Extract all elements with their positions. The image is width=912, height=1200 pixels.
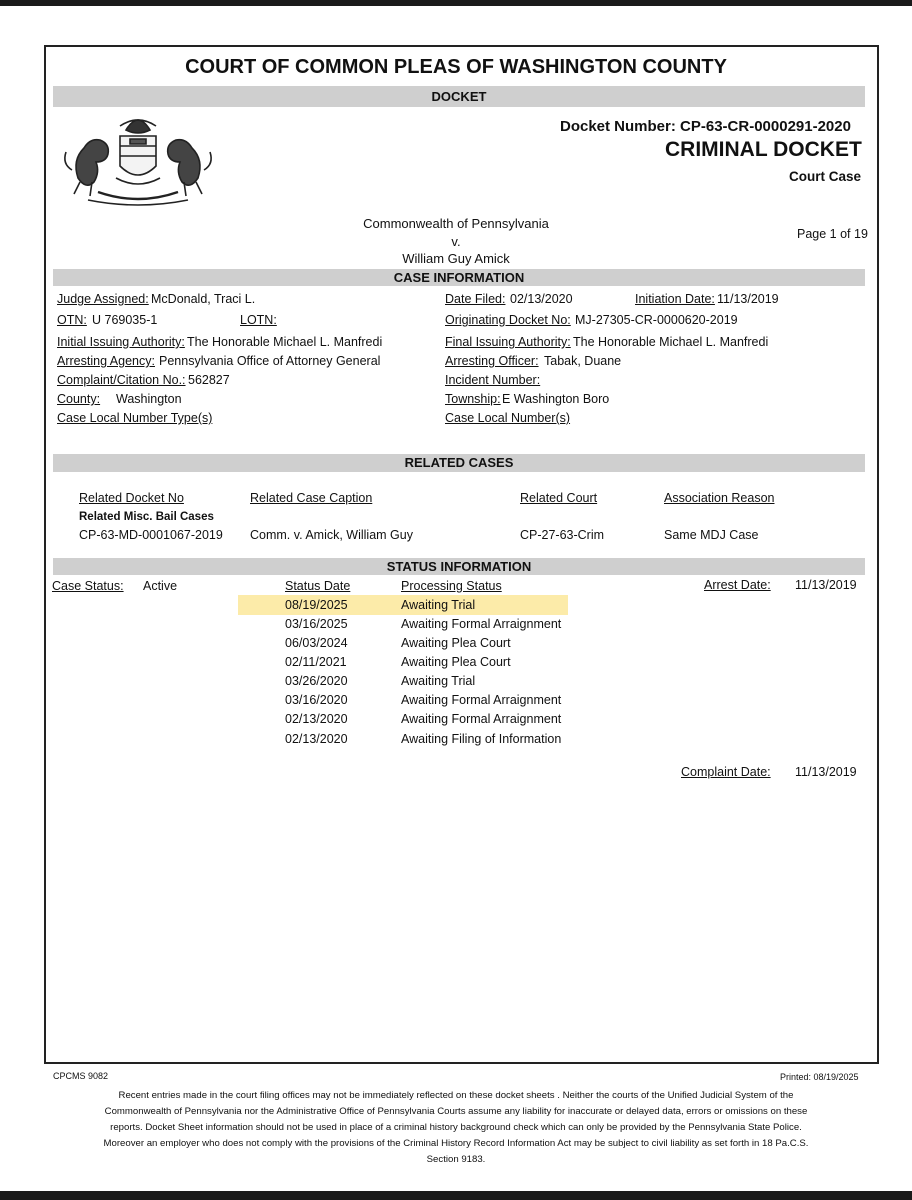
township-value: E Washington Boro [502, 392, 610, 406]
processing-status: Awaiting Plea Court [401, 655, 511, 669]
judge-label: Judge Assigned: [57, 292, 149, 306]
processing-status: Awaiting Trial [401, 674, 476, 688]
court-case-label: Court Case [789, 169, 862, 184]
arresting-agency-value: Pennsylvania Office of Attorney General [159, 354, 381, 368]
processing-status: Awaiting Formal Arraignment [401, 693, 562, 707]
originating-docket-label: Originating Docket No: [445, 313, 571, 327]
status-date: 02/13/2020 [285, 712, 348, 726]
processing-status: Awaiting Formal Arraignment [401, 712, 562, 726]
criminal-docket-title: CRIMINAL DOCKET [665, 138, 862, 161]
status-date: 03/16/2020 [285, 693, 348, 707]
status-information-bar: STATUS INFORMATION [53, 558, 865, 575]
final-authority-value: The Honorable Michael L. Manfredi [573, 335, 769, 349]
caption-plaintiff: Commonwealth of Pennsylvania [363, 216, 549, 231]
case-status-value: Active [143, 579, 178, 593]
status-date: 03/26/2020 [285, 674, 348, 688]
related-caption-value: Comm. v. Amick, William Guy [250, 528, 413, 542]
case-information-bar: CASE INFORMATION [53, 269, 865, 286]
date-filed-label: Date Filed: [445, 292, 506, 306]
related-cases-bar: RELATED CASES [53, 454, 865, 472]
court-title: COURT OF COMMON PLEAS OF WASHINGTON COUNTY [185, 56, 727, 78]
association-reason-col: Association Reason [664, 491, 775, 505]
processing-status-col: Processing Status [401, 579, 502, 593]
status-date: 02/13/2020 [285, 732, 348, 746]
incident-number-label: Incident Number: [445, 373, 541, 387]
township-label: Township: [445, 392, 501, 406]
pennsylvania-coat-of-arms-icon [58, 108, 218, 213]
originating-docket-value: MJ-27305-CR-0000620-2019 [575, 313, 738, 327]
case-local-number-label: Case Local Number(s) [445, 411, 571, 425]
status-date: 03/16/2025 [285, 617, 348, 631]
initiation-date-value: 11/13/2019 [717, 292, 779, 306]
arresting-agency-label: Arresting Agency: [57, 354, 155, 368]
related-court-value: CP-27-63-Crim [520, 528, 605, 542]
initial-authority-label: Initial Issuing Authority: [57, 335, 185, 349]
processing-status: Awaiting Trial [401, 598, 476, 612]
processing-status: Awaiting Formal Arraignment [401, 617, 562, 631]
related-docket-value: CP-63-MD-0001067-2019 [79, 528, 223, 542]
otn-value: U 769035-1 [92, 313, 158, 327]
top-edge [0, 0, 912, 6]
related-docket-col: Related Docket No [79, 491, 184, 505]
arrest-date-value: 11/13/2019 [795, 578, 857, 592]
final-authority-label: Final Issuing Authority: [445, 335, 571, 349]
status-date-col: Status Date [285, 579, 351, 593]
related-court-col: Related Court [520, 491, 598, 505]
processing-status: Awaiting Filing of Information [401, 732, 562, 746]
complaint-date-value: 11/13/2019 [795, 765, 857, 779]
disclaimer-text: Recent entries made in the court filing offices may not be immediately reflected on these docket sheets . Neither the courts of the Unified Judicial System of the Commonwealth of Pennsylvania nor the Administrative Office of Pennsylvania Courts assume any liability for inaccurate or delayed data, errors or omissions on these reports. Docket Sheet information should not be used in place of a criminal history background check which can only be provided by the Pennsylvania State Police. Moreover an employer who does not comply with the provisions of the Criminal History Record Information Act may be subject to civil liability as set forth in 18 Pa.C.S. Section 9183. [103, 1090, 809, 1165]
association-reason-value: Same MDJ Case [664, 528, 759, 542]
printed-date: Printed: 08/19/2025 [780, 1072, 859, 1082]
page-indicator: Page 1 of 19 [797, 227, 868, 241]
form-id: CPCMS 9082 [53, 1071, 109, 1081]
complaint-citation-label: Complaint/Citation No.: [57, 373, 186, 387]
status-date: 06/03/2024 [285, 636, 348, 650]
county-label: County: [57, 392, 101, 406]
lotn-label: LOTN: [240, 313, 277, 327]
initial-authority-value: The Honorable Michael L. Manfredi [187, 335, 383, 349]
related-group-label: Related Misc. Bail Cases [79, 511, 214, 523]
related-caption-col: Related Case Caption [250, 491, 373, 505]
case-local-number-type-label: Case Local Number Type(s) [57, 411, 213, 425]
initiation-date-label: Initiation Date: [635, 292, 715, 306]
status-date: 08/19/2025 [285, 598, 348, 612]
processing-status: Awaiting Plea Court [401, 636, 511, 650]
complaint-date-label: Complaint Date: [681, 765, 771, 779]
otn-label: OTN: [57, 313, 87, 327]
caption-defendant: William Guy Amick [402, 251, 510, 266]
county-value: Washington [116, 392, 182, 406]
arresting-officer-value: Tabak, Duane [544, 354, 622, 368]
complaint-citation-value: 562827 [188, 373, 230, 387]
docket-bar: DOCKET [53, 86, 865, 107]
arrest-date-label: Arrest Date: [704, 578, 771, 592]
status-date: 02/11/2021 [285, 655, 347, 669]
case-status-label: Case Status: [52, 579, 124, 593]
date-filed-value: 02/13/2020 [510, 292, 573, 306]
judge-value: McDonald, Traci L. [151, 292, 256, 306]
caption-versus: v. [451, 234, 461, 249]
docket-number: Docket Number: CP-63-CR-0000291-2020 [560, 118, 851, 135]
arresting-officer-label: Arresting Officer: [445, 354, 539, 368]
bottom-edge [0, 1191, 912, 1200]
